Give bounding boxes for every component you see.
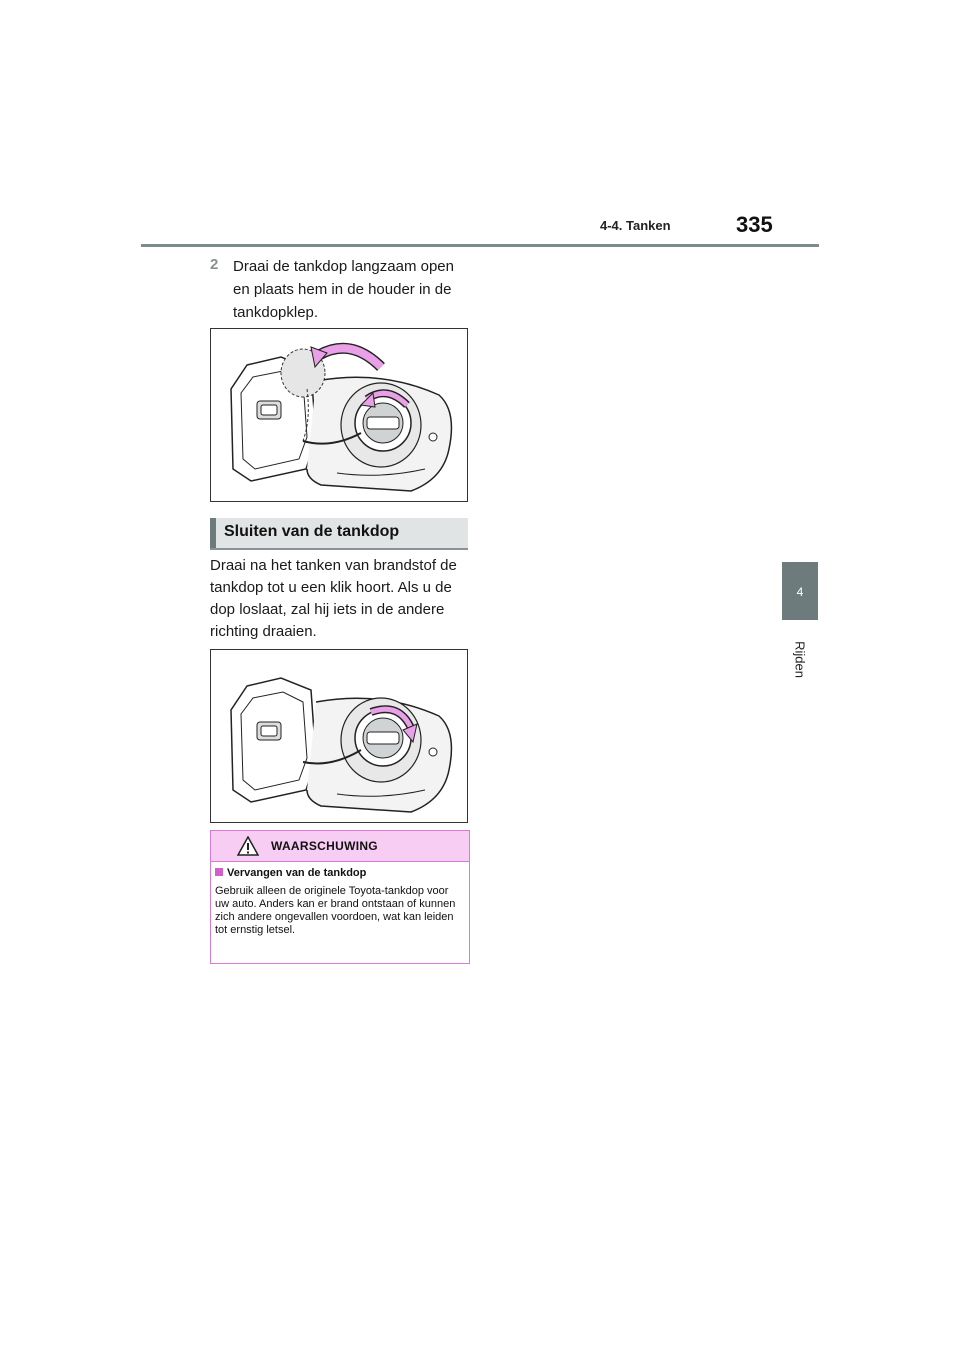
figure-open-fuel-cap (210, 328, 468, 502)
chapter-label-container (782, 632, 818, 692)
section-heading (210, 518, 468, 550)
step-text: Draai de tankdop langzaam open en plaats hem in de houder in de tankdopklep. (233, 258, 454, 321)
chapter-number: 4 (796, 585, 804, 599)
warning-subtitle: Vervangen van de tankdop (227, 867, 367, 879)
fuel-door-close-illustration (211, 650, 467, 822)
bullet-square-icon (215, 868, 223, 876)
warning-header (211, 831, 469, 862)
header-section-title: 4-4. Tanken (600, 218, 671, 233)
figure-close-fuel-cap (210, 649, 468, 823)
page-number: 335 (736, 212, 773, 237)
warning-box (210, 830, 470, 964)
warning-title: WAARSCHUWING (271, 839, 378, 853)
chapter-label: Rijden (792, 641, 808, 678)
section-heading-text: Sluiten van de tankdop (224, 523, 400, 540)
section-heading-bar (210, 518, 216, 548)
fuel-door-open-illustration (211, 329, 467, 501)
section-body-text: Draai na het tanken van brandstof de tankdop tot u een klik hoort. Als u de dop loslaat, zal hij iets in de andere richting draaien. (210, 557, 457, 640)
header-divider (141, 244, 819, 247)
warning-text: Gebruik alleen de originele Toyota-tankdop voor uw auto. Anders kan er brand ontstaan of kunnen zich andere ongevallen voordoen, wat kan leiden tot ernstig letsel. (215, 885, 456, 936)
step-number: 2 (210, 256, 219, 273)
warning-subtitle-row (215, 867, 366, 879)
warning-triangle-icon (237, 836, 259, 856)
chapter-tab (782, 562, 818, 620)
